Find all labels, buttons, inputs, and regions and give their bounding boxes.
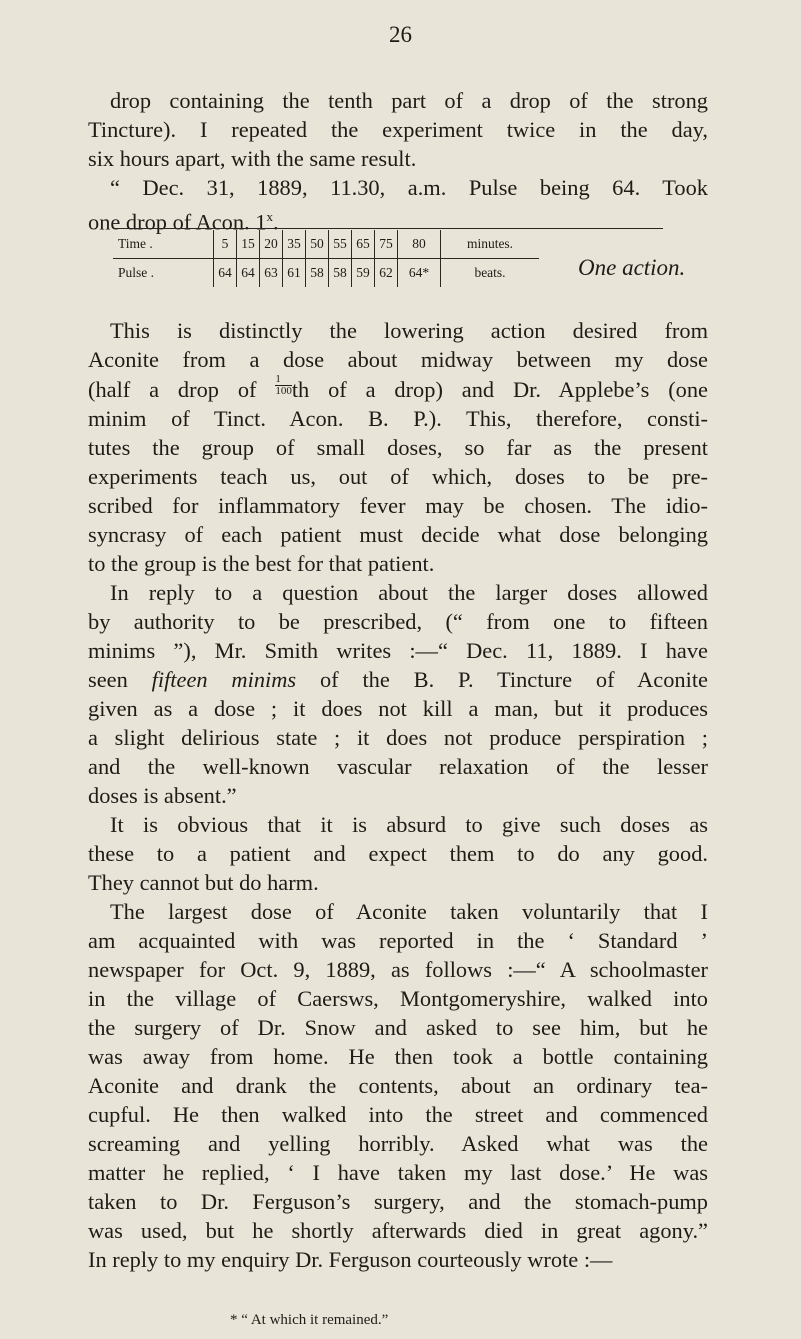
- time-row: [113, 230, 539, 259]
- text-line: given as a dose ; it does not kill a man, but it produces: [88, 696, 708, 721]
- text-line: the surgery of Dr. Snow and asked to see him, but he: [88, 1015, 708, 1040]
- pulse-cell: 62: [375, 259, 398, 288]
- text-line: a slight delirious state ; it does not produce perspiration ;: [88, 725, 708, 750]
- time-cell: 50: [306, 230, 329, 259]
- text-line: This is distinctly the lowering action desired from: [110, 318, 708, 343]
- text-line: It is obvious that it is absurd to give such doses as: [110, 812, 708, 837]
- text-line: Aconite and drank the contents, about an ordinary tea-: [88, 1073, 708, 1098]
- page-number: 26: [389, 22, 412, 47]
- intro-text: one drop of Acon. 1: [88, 209, 267, 235]
- text-line: In reply to a question about the larger doses allowed: [110, 580, 708, 605]
- time-cell: 35: [283, 230, 306, 259]
- time-cell: 55: [329, 230, 352, 259]
- text-line: and the well-known vascular relaxation of the lesser: [88, 754, 708, 779]
- fraction: [275, 374, 292, 397]
- time-cell: 65: [352, 230, 375, 259]
- text-line: [88, 374, 708, 404]
- text-fragment: of the B. P. Tincture of Aconite: [319, 667, 708, 692]
- text-line: these to a patient and expect them to do any good.: [88, 841, 708, 866]
- text-line: was away from home. He then took a bottle containing: [88, 1044, 708, 1069]
- text-line: six hours apart, with the same result.: [88, 146, 417, 171]
- text-line: In reply to my enquiry Dr. Ferguson courteously wrote :—: [88, 1247, 613, 1272]
- pulse-row: [113, 259, 539, 288]
- pulse-observation-table: [113, 230, 539, 287]
- text-line: minim of Tinct. Acon. B. P.). This, therefore, consti-: [88, 406, 708, 431]
- text-fragment: th of a drop) and Dr. Applebe’s (one: [291, 377, 708, 402]
- text-line: doses is absent.”: [88, 783, 237, 808]
- pulse-cell: 64: [237, 259, 260, 288]
- pulse-cell: 58: [329, 259, 352, 288]
- text-line: syncrasy of each patient must decide what dose belonging: [88, 522, 708, 547]
- text-line: cupful. He then walked into the street and commenced: [88, 1102, 708, 1127]
- time-cell: 20: [260, 230, 283, 259]
- pulse-cell: 58: [306, 259, 329, 288]
- time-cell: 5: [214, 230, 237, 259]
- text-line: [88, 665, 708, 694]
- fraction-denominator: 100: [275, 385, 292, 397]
- time-cell: 15: [237, 230, 260, 259]
- row-label-pulse: Pulse .: [118, 265, 155, 280]
- text-line: am acquainted with was reported in the ‘ Standard ’: [88, 928, 708, 953]
- text-line: by authority to be prescribed, (“ from one to fifteen: [88, 609, 708, 634]
- pulse-unit: beats.: [441, 259, 540, 288]
- text-fragment: seen: [88, 667, 128, 692]
- text-line: “ Dec. 31, 1889, 11.30, a.m. Pulse being 64. Took: [110, 175, 708, 200]
- body-text: [88, 316, 708, 1274]
- text-line: experiments teach us, out of which, doses to be pre-: [88, 464, 708, 489]
- text-line: in the village of Caersws, Montgomeryshire, walked into: [88, 986, 708, 1011]
- text-line: matter he replied, ‘ I have taken my last dose.’ He was: [88, 1160, 708, 1185]
- intro-paragraph: [88, 86, 708, 236]
- pulse-cell: 64*: [398, 259, 441, 288]
- time-cell: 75: [375, 230, 398, 259]
- intro-period: .: [272, 209, 279, 235]
- text-line: taken to Dr. Ferguson’s surgery, and the stomach-pump: [88, 1189, 708, 1214]
- text-fragment: (half a drop of: [88, 377, 257, 402]
- text-line: minims ”), Mr. Smith writes :—“ Dec. 11, 1889. I have: [88, 638, 708, 663]
- text-line: was used, but he shortly afterwards died in great agony.”: [88, 1218, 708, 1243]
- emphasis: fifteen minims: [151, 667, 297, 692]
- potency-superscript: x: [266, 209, 273, 224]
- pulse-cell: 59: [352, 259, 375, 288]
- text-line: drop containing the tenth part of a drop of the strong: [110, 88, 708, 113]
- text-line: The largest dose of Aconite taken voluntarily that I: [110, 899, 708, 924]
- row-label-time: Time .: [113, 230, 214, 259]
- text-line: Tincture). I repeated the experiment twice in the day,: [88, 117, 708, 142]
- footnote: * “ At which it remained.”: [230, 1312, 389, 1328]
- table-top-rule: [113, 228, 663, 229]
- table-side-note: One action.: [578, 255, 686, 280]
- text-line: screaming and yelling horribly. Asked what was the: [88, 1131, 708, 1156]
- text-line: newspaper for Oct. 9, 1889, as follows :—“ A schoolmaster: [88, 957, 708, 982]
- pulse-cell: 63: [260, 259, 283, 288]
- time-cell: 80: [398, 230, 441, 259]
- text-line: tutes the group of small doses, so far as the present: [88, 435, 708, 460]
- pulse-cell: 61: [283, 259, 306, 288]
- fraction-numerator: 1: [275, 374, 292, 386]
- pulse-cell: 64: [214, 259, 237, 288]
- text-line: They cannot but do harm.: [88, 870, 319, 895]
- text-line: Aconite from a dose about midway between my dose: [88, 347, 708, 372]
- time-unit: minutes.: [441, 230, 540, 259]
- text-line: scribed for inflammatory fever may be chosen. The idio-: [88, 493, 708, 518]
- text-line: to the group is the best for that patient.: [88, 551, 435, 576]
